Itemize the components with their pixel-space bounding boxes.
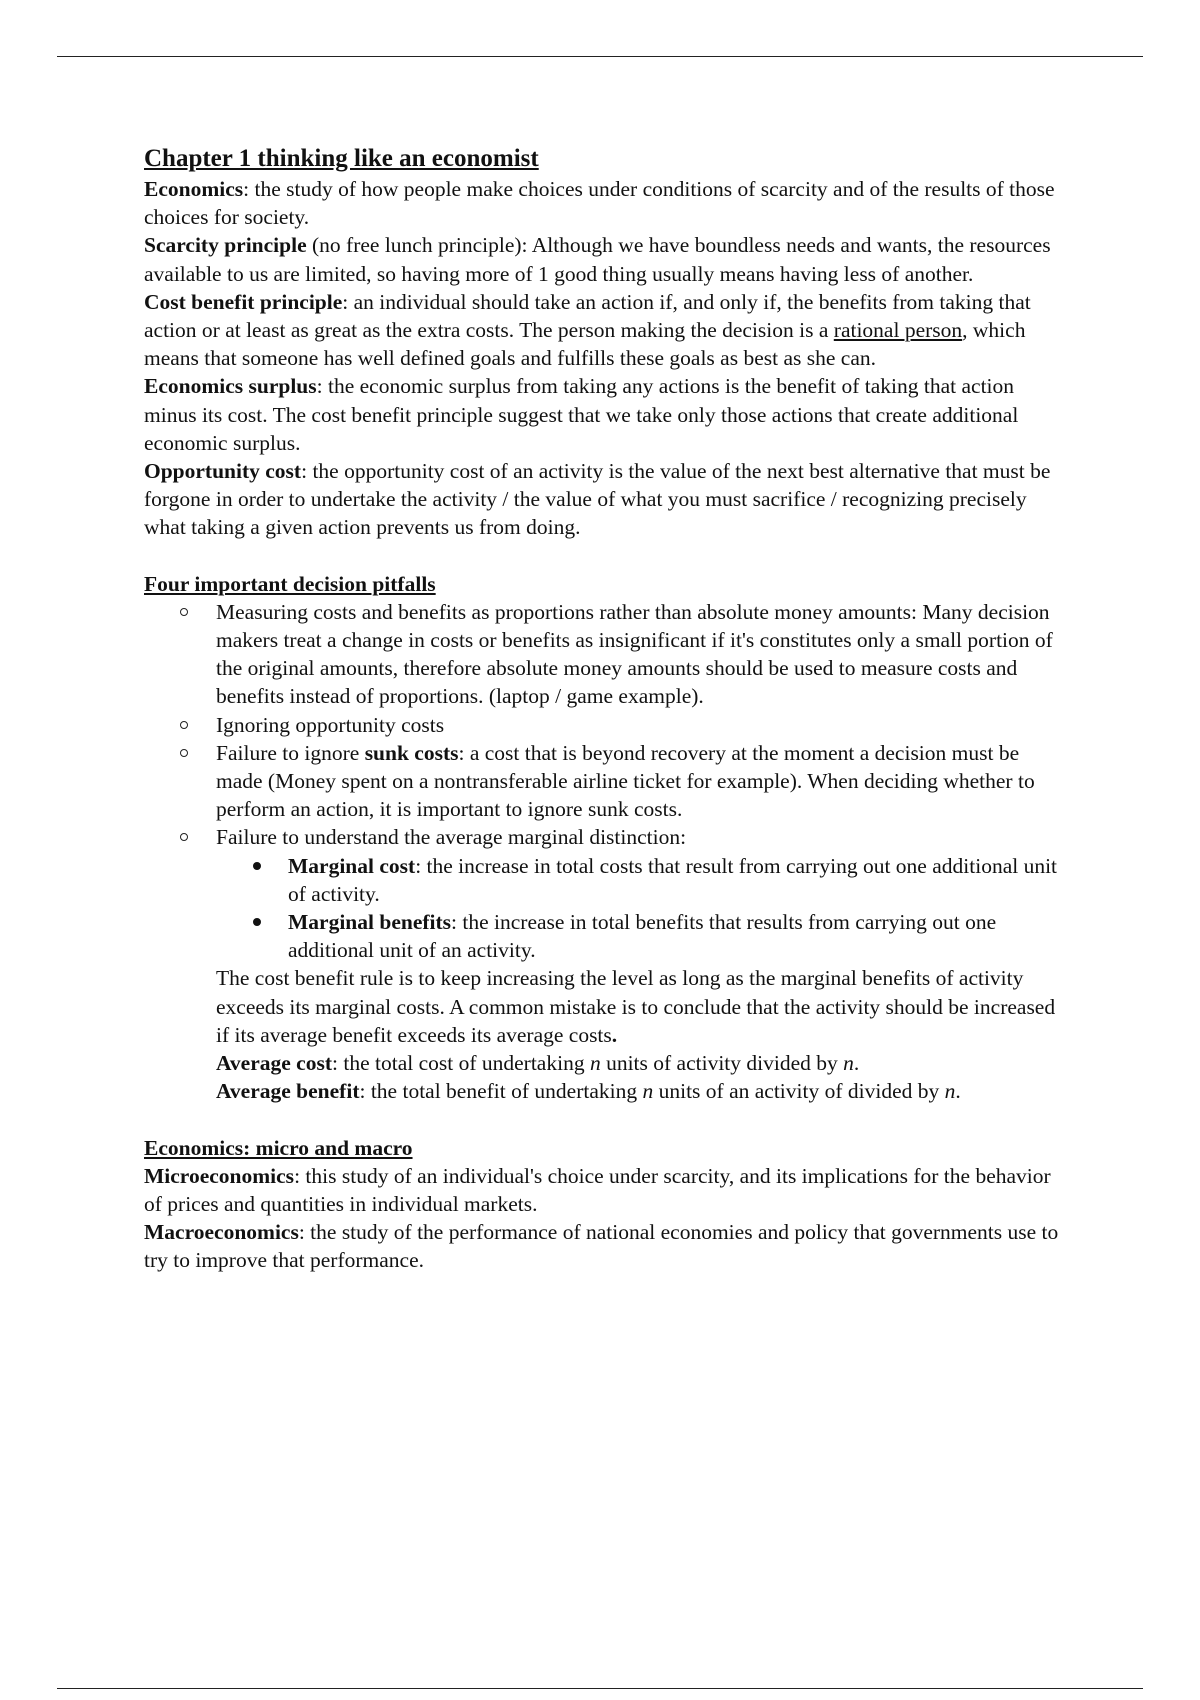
term-microeconomics: Microeconomics (144, 1163, 295, 1188)
top-rule (57, 56, 1143, 57)
spacer (144, 542, 1064, 570)
term-economics-surplus: Economics surplus (144, 374, 317, 399)
definition-opportunity-cost: Opportunity cost: the opportunity cost of an activity is the value of the next best alternative that must be forgone in order to undertake the activity / the value of what you must sacrifice / recognizing precisely what taking a given action prevents us from doing. (144, 459, 1051, 540)
term-marginal-benefits: Marginal benefits (288, 910, 452, 935)
list-item: Marginal benefits: the increase in total benefits that results from carrying out one additional unit of an activity. (288, 908, 1064, 964)
definition-macroeconomics: Macroeconomics: the study of the performance of national economies and policy that governments use to try to improve that performance. (144, 1220, 1059, 1273)
definition-microeconomics: Microeconomics: this study of an individual's choice under scarcity, and its implications for the behavior of prices and quantities in individual markets. (144, 1163, 1051, 1216)
circle-bullet-icon (180, 833, 188, 841)
term-economics: Economics (144, 177, 244, 201)
circle-bullet-icon (180, 749, 188, 757)
definition-average-cost: Average cost: the total cost of undertaking n units of activity divided by n. (216, 1051, 860, 1076)
list-item: Failure to ignore sunk costs: a cost that is beyond recovery at the moment a decision must be made (Money spent on a nontransferable airline ticket for example). When deciding whether to perform an action, it is important to ignore sunk costs. (216, 739, 1064, 824)
definition-cost-benefit-principle: Cost benefit principle: an individual should take an action if, and only if, the benefits from taking that action or at least as great as the extra costs. The person making the decision is a rational person, which means that someone has well defined goals and fulfills these goals as best as she can. (144, 289, 1031, 371)
definition-economics-surplus: Economics surplus: the economic surplus from taking any actions is the benefit of taking that action minus its cost. The cost benefit principle suggest that we take only those actions that create additional economic surplus. (144, 374, 1019, 455)
term-cost-benefit-principle: Cost benefit principle (144, 289, 343, 314)
underlined-rational-person: rational person (833, 318, 963, 343)
term-sunk-costs: sunk costs (364, 740, 459, 765)
list-item: Ignoring opportunity costs (216, 711, 1064, 739)
spacer (144, 1106, 1064, 1134)
marginal-list (216, 852, 1064, 965)
disc-bullet-icon (253, 862, 261, 870)
disc-bullet-icon (253, 918, 261, 926)
section-heading-micro-macro: Economics: micro and macro (144, 1135, 413, 1160)
circle-bullet-icon (180, 721, 188, 729)
term-opportunity-cost: Opportunity cost (144, 459, 302, 484)
term-scarcity-principle: Scarcity principle (144, 233, 307, 258)
circle-bullet-icon (180, 608, 188, 616)
document-body (144, 143, 1064, 1275)
pitfalls-list (144, 598, 1064, 965)
list-item: Measuring costs and benefits as proportions rather than absolute money amounts: Many decision makers treat a change in costs or benefits as insignificant if it's constitutes only a small portion of the original amounts, therefore absolute money amounts should be used to measure costs and benefits instead of proportions. (laptop / game example). (216, 598, 1064, 711)
cost-benefit-rule: The cost benefit rule is to keep increasing the level as long as the marginal benefits of activity exceeds its marginal costs. A common mistake is to conclude that the activity should be increased if its average benefit exceeds its average costs. (216, 966, 1056, 1047)
term-macroeconomics: Macroeconomics (144, 1220, 299, 1245)
definition-scarcity-principle: Scarcity principle (no free lunch principle): Although we have boundless needs and wants, the resources available to us are limited, so having more of 1 good thing usually means having less of another. (144, 233, 1051, 286)
page-title: Chapter 1 thinking like an economist (144, 145, 539, 172)
term-average-cost: Average cost (216, 1051, 333, 1076)
cost-benefit-rule-block (144, 964, 1064, 1105)
definition-average-benefit: Average benefit: the total benefit of undertaking n units of an activity of divided by n. (216, 1079, 961, 1104)
definition-economics: Economics: the study of how people make choices under conditions of scarcity and of the results of those choices for society. (144, 177, 1055, 230)
list-item: Failure to understand the average marginal distinction: Marginal cost: the increase in total costs that result from carrying out one additional unit of activity. Marginal benefits: the increase in total benefits that results from carrying out one additional unit of an activity. (216, 823, 1064, 964)
list-item: Marginal cost: the increase in total costs that result from carrying out one additional unit of activity. (288, 852, 1064, 908)
bottom-rule (57, 1688, 1143, 1689)
term-marginal-cost: Marginal cost (288, 853, 416, 878)
term-average-benefit: Average benefit (216, 1079, 360, 1104)
section-heading-pitfalls: Four important decision pitfalls (144, 571, 436, 596)
